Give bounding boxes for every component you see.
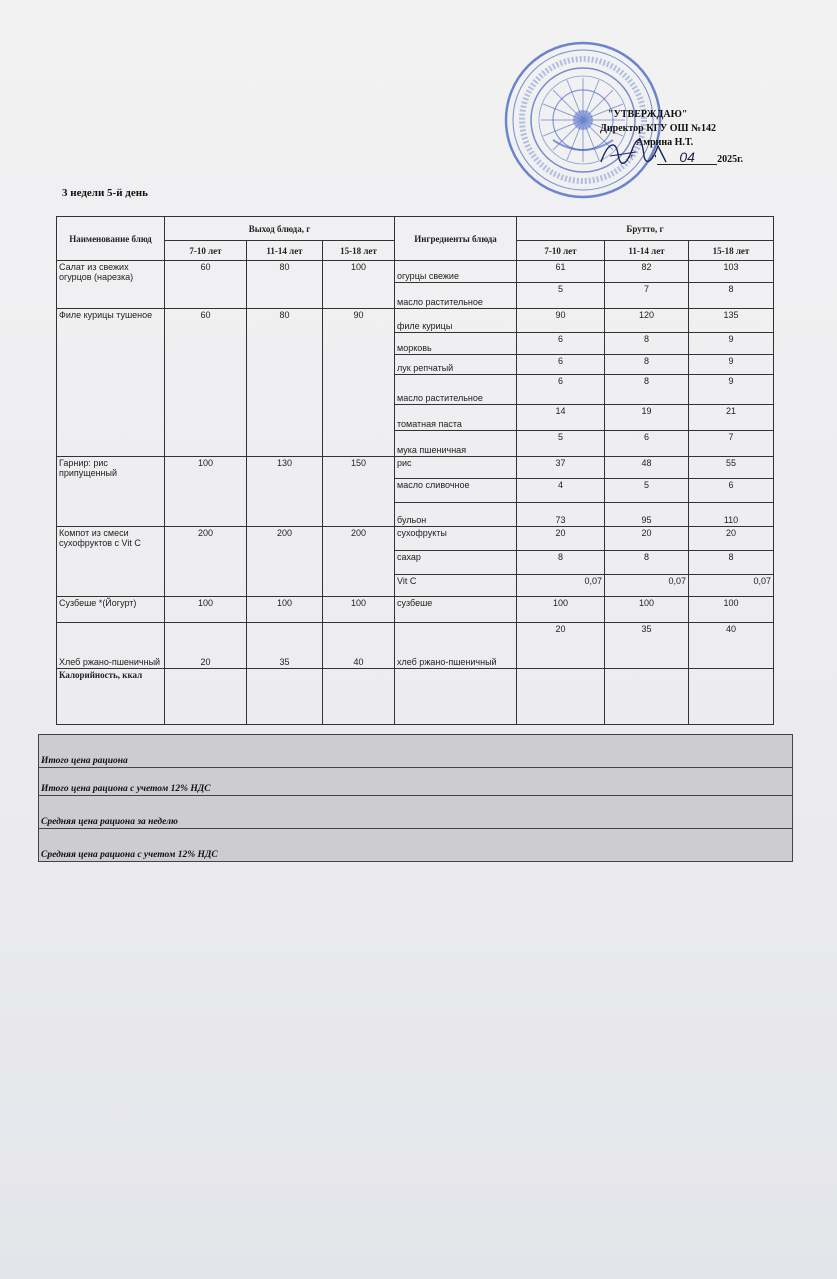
approval-name: Амрина Н.Т. [636,137,694,148]
ingredient-gross: 8 [605,333,689,355]
ingredient-gross: 9 [689,355,774,375]
dish-yield: 100 [247,597,323,623]
ingredient-gross: 95 [605,503,689,527]
ingredient-gross: 0,07 [605,575,689,597]
table-row [57,527,774,551]
header-yield-age-15-18: 15-18 лет [323,241,395,261]
header-dish-name: Наименование блюд [57,217,165,261]
approval-date: " " 04 2025г. [628,149,744,165]
ingredient-gross: 8 [689,283,774,309]
calories-cell [247,669,323,725]
header-yield-age-11-14: 11-14 лет [247,241,323,261]
total-price-vat: Итого цена рациона с учетом 12% НДС [39,768,793,796]
ingredient-gross: 48 [605,457,689,479]
dish-yield: 200 [247,527,323,597]
table-row [57,623,774,669]
ingredient-name: бульон [395,503,517,527]
ingredient-gross: 8 [605,551,689,575]
ingredient-gross: 61 [517,261,605,283]
ingredient-gross: 6 [517,333,605,355]
dish-yield: 80 [247,261,323,309]
ingredient-gross: 100 [517,597,605,623]
ingredient-gross: 6 [517,375,605,405]
ingredient-gross: 5 [517,283,605,309]
average-weekly-price: Средняя цена рациона за неделю [39,796,793,829]
dish-name: Хлеб ржано-пшеничный [57,623,165,669]
ingredient-gross: 8 [605,355,689,375]
dish-yield: 20 [165,623,247,669]
calories-cell [165,669,247,725]
dish-yield: 150 [323,457,395,527]
ingredient-gross: 110 [689,503,774,527]
dish-yield: 90 [323,309,395,457]
ingredient-name: масло растительное [395,375,517,405]
table-row [57,457,774,479]
day-title: 3 недели 5-й день [62,187,148,199]
dish-yield: 80 [247,309,323,457]
calories-cell [395,669,517,725]
average-weekly-price-vat: Средняя цена рациона с учетом 12% НДС [39,829,793,862]
ingredient-gross: 90 [517,309,605,333]
ingredient-gross: 9 [689,375,774,405]
ingredient-gross: 5 [517,431,605,457]
dish-name: Сузбеше *(Йогурт) [57,597,165,623]
dish-name: Компот из смеси сухофруктов с Vit C [57,527,165,597]
ingredient-gross: 37 [517,457,605,479]
ingredient-name: сузбеше [395,597,517,623]
dish-name: Гарнир: рис припущенный [57,457,165,527]
total-price: Итого цена рациона [39,735,793,768]
ingredient-gross: 8 [517,551,605,575]
dish-yield: 130 [247,457,323,527]
ingredient-gross: 6 [605,431,689,457]
header-gross-age-15-18: 15-18 лет [689,241,774,261]
handwritten-signature [596,132,676,172]
table-row [57,309,774,333]
ingredient-name: масло сливочное [395,479,517,503]
ingredient-gross: 82 [605,261,689,283]
header-ingredients: Ингредиенты блюда [395,217,517,261]
dish-yield: 100 [323,261,395,309]
ingredient-gross: 20 [517,623,605,669]
ingredient-gross: 7 [605,283,689,309]
ingredient-gross: 100 [605,597,689,623]
calories-label: Калорийность, ккал [57,669,165,725]
ingredient-gross: 35 [605,623,689,669]
ingredient-gross: 120 [605,309,689,333]
ingredient-gross: 6 [689,479,774,503]
dish-name: Салат из свежих огурцов (нарезка) [57,261,165,309]
dish-yield: 100 [165,597,247,623]
ingredient-name: лук репчатый [395,355,517,375]
ingredient-gross: 8 [605,375,689,405]
table-row [57,261,774,283]
dish-yield: 200 [323,527,395,597]
approval-title: "УТВЕРЖДАЮ" [608,109,688,120]
ingredient-name: томатная паста [395,405,517,431]
ingredient-name: хлеб ржано-пшеничный [395,623,517,669]
calories-cell [605,669,689,725]
ingredient-gross: 8 [689,551,774,575]
ingredient-gross: 135 [689,309,774,333]
dish-yield: 35 [247,623,323,669]
ingredient-gross: 0,07 [517,575,605,597]
dish-yield: 100 [165,457,247,527]
ingredient-name: мука пшеничная [395,431,517,457]
ingredient-gross: 5 [605,479,689,503]
dish-yield: 60 [165,261,247,309]
calories-cell [517,669,605,725]
ingredient-gross: 40 [689,623,774,669]
header-yield: Выход блюда, г [165,217,395,241]
dish-yield: 200 [165,527,247,597]
ingredient-gross: 19 [605,405,689,431]
header-gross-age-11-14: 11-14 лет [605,241,689,261]
ingredient-gross: 20 [605,527,689,551]
ingredient-name: сухофрукты [395,527,517,551]
dish-yield: 40 [323,623,395,669]
dish-yield: 100 [323,597,395,623]
calories-cell [323,669,395,725]
ingredient-name: сахар [395,551,517,575]
ingredient-name: рис [395,457,517,479]
ingredient-gross: 100 [689,597,774,623]
ingredient-name: Vit C [395,575,517,597]
ingredient-gross: 14 [517,405,605,431]
ingredient-gross: 55 [689,457,774,479]
calories-row [57,669,774,725]
ingredient-gross: 103 [689,261,774,283]
dish-name: Филе курицы тушеное [57,309,165,457]
ingredient-gross: 6 [517,355,605,375]
header-yield-age-7-10: 7-10 лет [165,241,247,261]
dish-yield: 60 [165,309,247,457]
header-gross: Брутто, г [517,217,774,241]
ingredient-name: морковь [395,333,517,355]
ingredient-gross: 4 [517,479,605,503]
ingredient-gross: 20 [689,527,774,551]
totals-table [38,734,793,862]
ingredient-gross: 7 [689,431,774,457]
ingredient-name: огурцы свежие [395,261,517,283]
header-gross-age-7-10: 7-10 лет [517,241,605,261]
ingredient-gross: 21 [689,405,774,431]
table-row [57,597,774,623]
ingredient-gross: 73 [517,503,605,527]
approval-date-month: 04 [657,150,717,165]
approval-director: Директор КГУ ОШ №142 [600,123,717,134]
ingredient-gross: 9 [689,333,774,355]
ingredient-gross: 20 [517,527,605,551]
menu-table [56,216,774,725]
ingredient-name: филе курицы [395,309,517,333]
ingredient-name: масло растительное [395,283,517,309]
calories-cell [689,669,774,725]
ingredient-gross: 0,07 [689,575,774,597]
